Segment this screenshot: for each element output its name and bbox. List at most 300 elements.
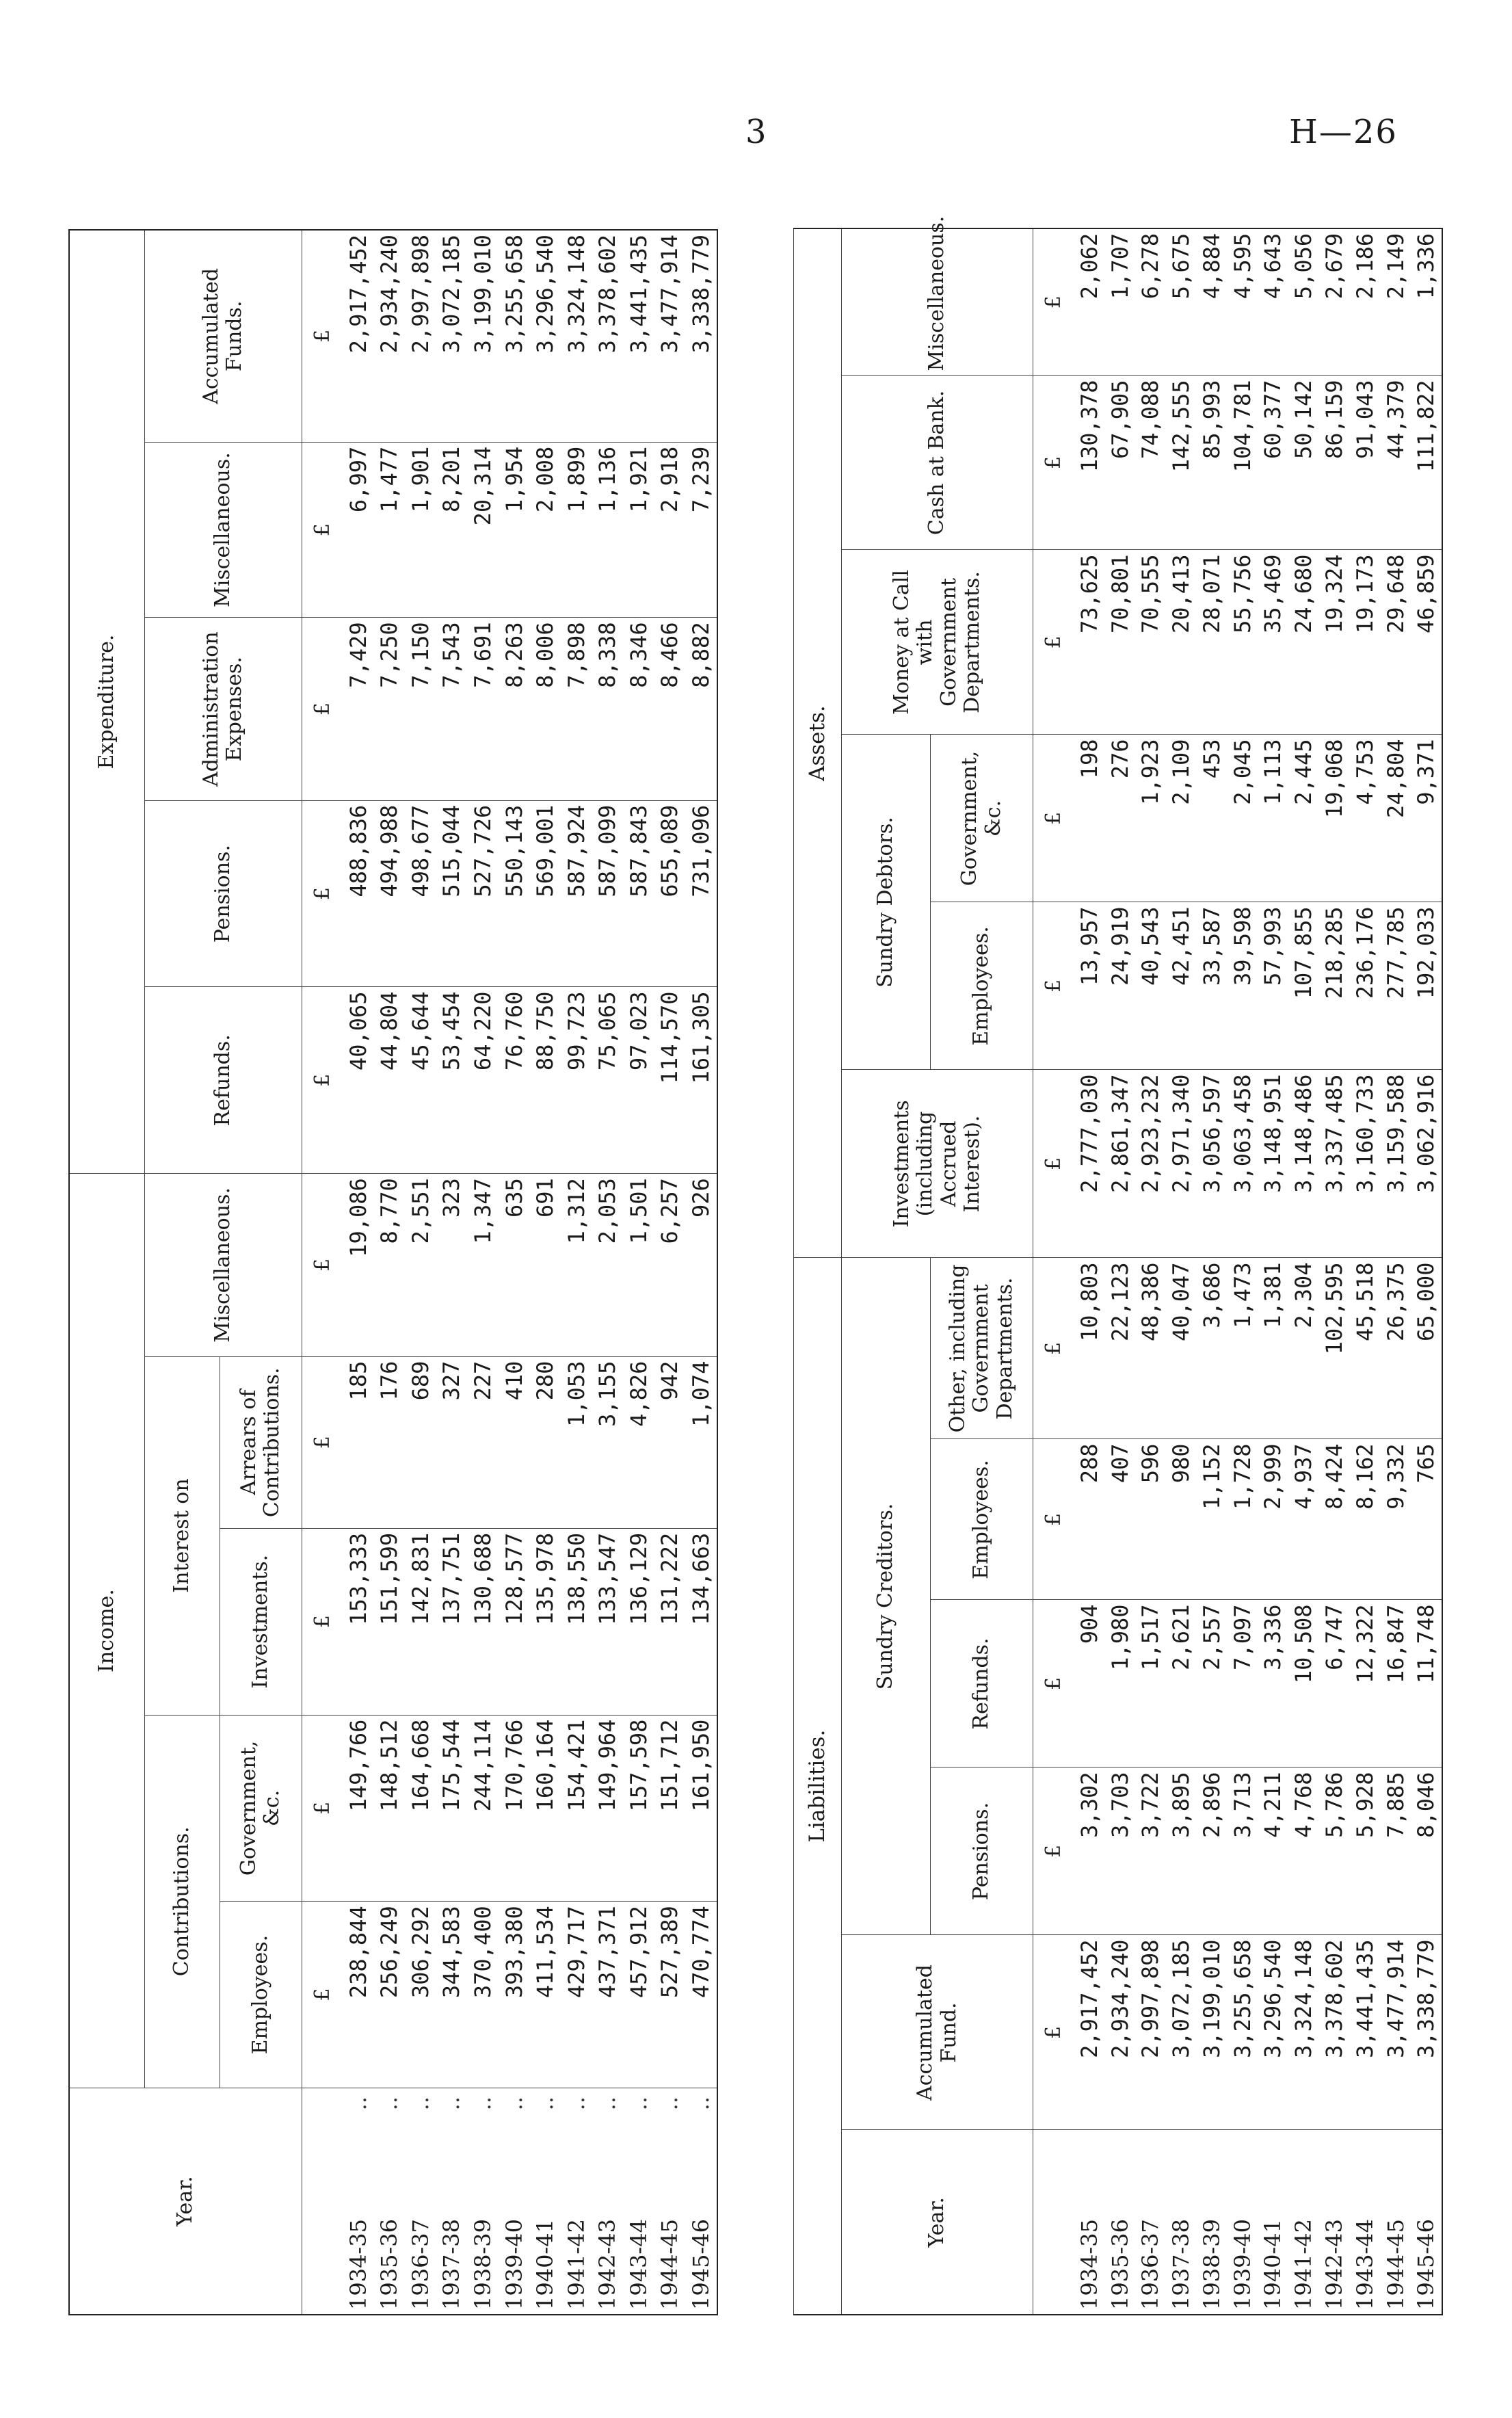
table-row (467, 230, 499, 2315)
year-cell (592, 2088, 624, 2315)
accumulated-cell: 3,441,435 (1349, 1935, 1380, 2130)
pensions-header: Pensions. (144, 800, 302, 987)
money-at-call-header: Money at Call with Government Departments. (842, 550, 1033, 735)
misc-cell: 1,501 (623, 1174, 654, 1356)
government-cell: 161,950 (685, 1715, 717, 1902)
sundry-creditors-header: Sundry Creditors. (842, 1258, 931, 1935)
page-number: 3 (745, 113, 767, 151)
pensions-cell: 3,703 (1104, 1767, 1135, 1935)
table-row (1104, 228, 1135, 2315)
refunds-cell: 16,847 (1380, 1600, 1411, 1767)
debt-government-cell: 2,445 (1288, 735, 1319, 902)
sundry-debtors-header: Sundry Debtors. (842, 735, 931, 1070)
arrears-cell: 1,074 (685, 1356, 717, 1528)
government-cell: 170,766 (499, 1715, 530, 1902)
refunds-cell: 76,760 (499, 987, 530, 1174)
year-cell (374, 2088, 406, 2315)
units-cell-year (1033, 2130, 1074, 2315)
accumulated-cell: 2,917,452 (1074, 1935, 1105, 2130)
admin-header: Administration Expenses. (144, 618, 302, 800)
cash-cell: 104,781 (1227, 376, 1258, 550)
investments-cell: 3,056,597 (1197, 1070, 1228, 1258)
arrears-cell: 280 (529, 1356, 561, 1528)
refunds-cell: 2,621 (1166, 1600, 1197, 1767)
year-header-2: Year. (842, 2130, 1033, 2315)
admin-cell: 8,346 (623, 618, 654, 800)
accumulated-cell: 3,296,540 (529, 230, 561, 442)
employees-header: Employees. (220, 1902, 302, 2088)
misc-cell: 1,312 (561, 1174, 592, 1356)
money-at-call-cell: 19,173 (1349, 550, 1380, 735)
misc-cell: 4,884 (1197, 228, 1228, 376)
table-row (654, 230, 686, 2315)
other-cell: 10,803 (1074, 1258, 1105, 1439)
units-cell: £ (302, 800, 343, 987)
investments-cell: 134,663 (685, 1528, 717, 1715)
debt-government-cell: 9,371 (1411, 735, 1442, 902)
pensions-cell: 3,713 (1227, 1767, 1258, 1935)
refunds-cell: 97,023 (623, 987, 654, 1174)
investments-cell: 2,861,347 (1104, 1070, 1135, 1258)
misc-cell: 323 (436, 1174, 468, 1356)
leader-dots: .. (688, 2096, 715, 2111)
table-row (1380, 228, 1411, 2315)
table-row (1288, 228, 1319, 2315)
investments-cell: 2,923,232 (1135, 1070, 1166, 1258)
pensions-cell: 731,096 (685, 800, 717, 987)
leader-dots: .. (438, 2096, 465, 2111)
other-cell: 48,386 (1135, 1258, 1166, 1439)
investments-cell: 3,159,588 (1380, 1070, 1411, 1258)
refunds-cell: 6,747 (1319, 1600, 1350, 1767)
debt-government-cell: 2,109 (1166, 735, 1197, 902)
table-row (561, 230, 592, 2315)
arrears-cell: 3,155 (592, 1356, 624, 1528)
units-cell: £ (1033, 1070, 1074, 1258)
units-cell: £ (302, 230, 343, 442)
accumulated-cell: 3,072,185 (436, 230, 468, 442)
year-label: 1937-38 (438, 2219, 465, 2310)
misc-cell: 19,086 (343, 1174, 374, 1356)
year-cell (436, 2088, 468, 2315)
exp-misc-cell: 2,008 (529, 442, 561, 618)
admin-cell: 8,006 (529, 618, 561, 800)
units-cell: £ (302, 1528, 343, 1715)
accumulated-cell: 2,917,452 (343, 230, 374, 442)
money-at-call-cell: 28,071 (1197, 550, 1228, 735)
debt-government-cell: 453 (1197, 735, 1228, 902)
year-cell (405, 2088, 436, 2315)
accumulated-cell: 3,199,010 (467, 230, 499, 442)
refunds-cell: 99,723 (561, 987, 592, 1174)
leader-dots: .. (470, 2096, 496, 2111)
misc-cell: 2,149 (1380, 228, 1411, 376)
money-at-call-cell: 70,801 (1104, 550, 1135, 735)
misc-cell: 635 (499, 1174, 530, 1356)
misc-cell: 8,770 (374, 1174, 406, 1356)
refunds-cell: 114,570 (654, 987, 686, 1174)
debt-employees-cell: 218,285 (1319, 902, 1350, 1070)
employees-cell: 407 (1104, 1439, 1135, 1600)
pensions-cell: 3,302 (1074, 1767, 1105, 1935)
admin-cell: 7,898 (561, 618, 592, 800)
employees-cell: 411,534 (529, 1902, 561, 2088)
other-cell: 102,595 (1319, 1258, 1350, 1439)
refunds-cell: 3,336 (1258, 1600, 1288, 1767)
refunds-cell: 53,454 (436, 987, 468, 1174)
cash-cell: 74,088 (1135, 376, 1166, 550)
units-cell: £ (302, 987, 343, 1174)
accumulated-cell: 3,338,779 (1411, 1935, 1442, 2130)
exp-misc-cell: 2,918 (654, 442, 686, 618)
admin-cell: 8,466 (654, 618, 686, 800)
leader-dots: .. (501, 2096, 527, 2111)
units-cell: £ (1033, 550, 1074, 735)
table-row (374, 230, 406, 2315)
year-label: 1944-45 (656, 2219, 683, 2310)
units-cell: £ (1033, 1767, 1074, 1935)
units-row (302, 230, 343, 2315)
money-at-call-cell: 55,756 (1227, 550, 1258, 735)
employees-cell: 9,332 (1380, 1439, 1411, 1600)
other-cell: 65,000 (1411, 1258, 1442, 1439)
government-cell: 149,766 (343, 1715, 374, 1902)
investments-cell: 3,148,486 (1288, 1070, 1319, 1258)
table-row (436, 230, 468, 2315)
money-at-call-cell: 70,555 (1135, 550, 1166, 735)
debt-government-cell: 1,113 (1258, 735, 1288, 902)
pensions-cell: 3,895 (1166, 1767, 1197, 1935)
pensions-cell: 527,726 (467, 800, 499, 987)
employees-cell: 256,249 (374, 1902, 406, 2088)
exp-misc-cell: 7,239 (685, 442, 717, 618)
cash-cell: 130,378 (1074, 376, 1105, 550)
year-cell: 1936-37 (1135, 2130, 1166, 2315)
debt-employees-cell: 39,598 (1227, 902, 1258, 1070)
arrears-cell: 689 (405, 1356, 436, 1528)
year-cell: 1937-38 (1166, 2130, 1197, 2315)
table-row (592, 230, 624, 2315)
investments-cell: 3,337,485 (1319, 1070, 1350, 1258)
other-cell: 26,375 (1380, 1258, 1411, 1439)
exp-misc-cell: 6,997 (343, 442, 374, 618)
creditors-pensions-header: Pensions. (931, 1767, 1033, 1935)
investments-cell: 142,831 (405, 1528, 436, 1715)
table-row (529, 230, 561, 2315)
pensions-cell: 2,896 (1197, 1767, 1228, 1935)
table-row (1074, 228, 1105, 2315)
employees-cell: 4,937 (1288, 1439, 1319, 1600)
debt-employees-cell: 24,919 (1104, 902, 1135, 1070)
accumulated-cell: 3,255,658 (1227, 1935, 1258, 2130)
accumulated-cell: 3,378,602 (592, 230, 624, 442)
pensions-cell: 550,143 (499, 800, 530, 987)
table-row (1135, 228, 1166, 2315)
debt-government-cell: 198 (1074, 735, 1105, 902)
leader-dots: .. (532, 2096, 559, 2111)
government-cell: 175,544 (436, 1715, 468, 1902)
cash-at-bank-header: Cash at Bank. (842, 376, 1033, 550)
debt-government-cell: 276 (1104, 735, 1135, 902)
pensions-cell: 569,001 (529, 800, 561, 987)
creditors-other-header: Other, including Government Departments. (931, 1258, 1033, 1439)
government-cell: 164,668 (405, 1715, 436, 1902)
cash-cell: 111,822 (1411, 376, 1442, 550)
table-row (1258, 228, 1288, 2315)
expenditure-header: Expenditure. (69, 230, 144, 1174)
cash-cell: 67,905 (1104, 376, 1135, 550)
year-cell: 1939-40 (1227, 2130, 1258, 2315)
misc-cell: 4,595 (1227, 228, 1258, 376)
investments-cell: 3,062,916 (1411, 1070, 1442, 1258)
misc-cell: 4,643 (1258, 228, 1288, 376)
misc-cell: 2,062 (1074, 228, 1105, 376)
units-row (1033, 228, 1074, 2315)
refunds-cell: 44,804 (374, 987, 406, 1174)
year-cell: 1935-36 (1104, 2130, 1135, 2315)
pensions-cell: 8,046 (1411, 1767, 1442, 1935)
exp-misc-cell: 1,136 (592, 442, 624, 618)
refunds-cell: 11,748 (1411, 1600, 1442, 1767)
year-label: 1941-42 (563, 2219, 589, 2310)
other-cell: 2,304 (1288, 1258, 1319, 1439)
money-at-call-cell: 20,413 (1166, 550, 1197, 735)
refunds-cell: 904 (1074, 1600, 1105, 1767)
cash-cell: 142,555 (1166, 376, 1197, 550)
contributions-header: Contributions. (144, 1715, 220, 2088)
exp-misc-cell: 20,314 (467, 442, 499, 618)
year-cell: 1945-46 (1411, 2130, 1442, 2315)
table-row (499, 230, 530, 2315)
pensions-cell: 587,099 (592, 800, 624, 987)
debt-employees-cell: 192,033 (1411, 902, 1442, 1070)
table-row (343, 230, 374, 2315)
refunds-cell: 45,644 (405, 987, 436, 1174)
investments-cell: 131,222 (654, 1528, 686, 1715)
year-label: 1938-39 (470, 2219, 496, 2310)
investments-cell: 2,971,340 (1166, 1070, 1197, 1258)
expenditure-misc-header: Miscellaneous. (144, 442, 302, 618)
creditors-refunds-header: Refunds. (931, 1600, 1033, 1767)
refunds-cell: 1,517 (1135, 1600, 1166, 1767)
units-cell: £ (1033, 902, 1074, 1070)
other-cell: 45,518 (1349, 1258, 1380, 1439)
other-cell: 22,123 (1104, 1258, 1135, 1439)
government-cell: 244,114 (467, 1715, 499, 1902)
exp-misc-cell: 1,954 (499, 442, 530, 618)
year-label: 1943-44 (625, 2219, 652, 2310)
other-cell: 40,047 (1166, 1258, 1197, 1439)
assets-misc-header: Miscellaneous. (842, 228, 1033, 376)
year-label: 1934-35 (345, 2219, 371, 2310)
units-cell: £ (302, 1174, 343, 1356)
leader-dots: .. (594, 2096, 621, 2111)
misc-cell: 2,186 (1349, 228, 1380, 376)
units-cell: £ (1033, 228, 1074, 376)
debt-government-cell: 1,923 (1135, 735, 1166, 902)
year-cell: 1942-43 (1319, 2130, 1350, 2315)
creditors-employees-header: Employees. (931, 1439, 1033, 1600)
employees-cell: 8,162 (1349, 1439, 1380, 1600)
investments-cell: 2,777,030 (1074, 1070, 1105, 1258)
accumulated-cell: 3,072,185 (1166, 1935, 1197, 2130)
arrears-cell: 185 (343, 1356, 374, 1528)
employees-cell: 393,380 (499, 1902, 530, 2088)
income-header: Income. (69, 1174, 144, 2088)
other-cell: 1,381 (1258, 1258, 1288, 1439)
money-at-call-cell: 73,625 (1074, 550, 1105, 735)
employees-cell: 288 (1074, 1439, 1105, 1600)
interest-on-header: Interest on (144, 1356, 220, 1715)
arrears-cell: 176 (374, 1356, 406, 1528)
cash-cell: 85,993 (1197, 376, 1228, 550)
admin-cell: 7,429 (343, 618, 374, 800)
year-cell (561, 2088, 592, 2315)
government-cell: 151,712 (654, 1715, 686, 1902)
investments-cell: 138,550 (561, 1528, 592, 1715)
misc-cell: 2,053 (592, 1174, 624, 1356)
pensions-cell: 5,786 (1319, 1767, 1350, 1935)
other-cell: 1,473 (1227, 1258, 1258, 1439)
refunds-cell: 12,322 (1349, 1600, 1380, 1767)
admin-cell: 7,691 (467, 618, 499, 800)
employees-cell: 437,371 (592, 1902, 624, 2088)
exp-misc-cell: 1,899 (561, 442, 592, 618)
accumulated-fund-header: Accumulated Fund. (842, 1935, 1033, 2130)
units-cell: £ (302, 618, 343, 800)
year-cell: 1941-42 (1288, 2130, 1319, 2315)
cash-cell: 86,159 (1319, 376, 1350, 550)
year-cell: 1943-44 (1349, 2130, 1380, 2315)
refunds-cell: 7,097 (1227, 1600, 1258, 1767)
accumulated-cell: 3,255,658 (499, 230, 530, 442)
pensions-cell: 4,768 (1288, 1767, 1319, 1935)
employees-cell: 344,583 (436, 1902, 468, 2088)
admin-cell: 8,338 (592, 618, 624, 800)
year-label: 1945-46 (688, 2219, 715, 2310)
table-row (623, 230, 654, 2315)
income-expenditure-table (68, 229, 718, 2315)
money-at-call-cell: 29,648 (1380, 550, 1411, 735)
investments-cell: 151,599 (374, 1528, 406, 1715)
pensions-cell: 587,924 (561, 800, 592, 987)
units-cell: £ (1033, 1439, 1074, 1600)
exp-misc-cell: 1,477 (374, 442, 406, 618)
misc-cell: 6,257 (654, 1174, 686, 1356)
pensions-cell: 587,843 (623, 800, 654, 987)
employees-cell: 306,292 (405, 1902, 436, 2088)
debt-employees-cell: 277,785 (1380, 902, 1411, 1070)
investments-cell: 133,547 (592, 1528, 624, 1715)
investments-cell: 137,751 (436, 1528, 468, 1715)
accumulated-cell: 3,324,148 (561, 230, 592, 442)
accumulated-cell: 3,378,602 (1319, 1935, 1350, 2130)
arrears-cell: 327 (436, 1356, 468, 1528)
accumulated-cell: 3,477,914 (654, 230, 686, 442)
cash-cell: 60,377 (1258, 376, 1288, 550)
leader-dots: .. (407, 2096, 434, 2111)
accumulated-cell: 3,296,540 (1258, 1935, 1288, 2130)
misc-cell: 6,278 (1135, 228, 1166, 376)
misc-cell: 691 (529, 1174, 561, 1356)
employees-cell: 470,774 (685, 1902, 717, 2088)
admin-cell: 8,882 (685, 618, 717, 800)
pensions-cell: 488,836 (343, 800, 374, 987)
investments-cell: 136,129 (623, 1528, 654, 1715)
leader-dots: .. (376, 2096, 403, 2111)
units-cell: £ (302, 1715, 343, 1902)
money-at-call-cell: 35,469 (1258, 550, 1288, 735)
investments-cell: 3,160,733 (1349, 1070, 1380, 1258)
employees-cell: 765 (1411, 1439, 1442, 1600)
debt-government-cell: 24,804 (1380, 735, 1411, 902)
other-cell: 3,686 (1197, 1258, 1228, 1439)
debt-government-cell: 2,045 (1227, 735, 1258, 902)
accumulated-cell: 2,934,240 (374, 230, 406, 442)
employees-cell: 429,717 (561, 1902, 592, 2088)
investments-accrued-header: Investments (including Accrued Interest). (842, 1070, 1033, 1258)
leader-dots: .. (656, 2096, 683, 2111)
document-code: H—26 (1289, 113, 1398, 151)
investments-cell: 3,148,951 (1258, 1070, 1288, 1258)
refunds-cell: 64,220 (467, 987, 499, 1174)
exp-misc-cell: 1,921 (623, 442, 654, 618)
table-row (1227, 228, 1258, 2315)
investments-cell: 153,333 (343, 1528, 374, 1715)
year-cell: 1938-39 (1197, 2130, 1228, 2315)
year-label: 1939-40 (501, 2219, 527, 2310)
year-label: 1940-41 (532, 2219, 559, 2310)
table-row (1411, 228, 1442, 2315)
refunds-header: Refunds. (144, 987, 302, 1174)
leader-dots: .. (563, 2096, 589, 2111)
government-cell: 160,164 (529, 1715, 561, 1902)
money-at-call-cell: 46,859 (1411, 550, 1442, 735)
debt-employees-cell: 236,176 (1349, 902, 1380, 1070)
units-cell: £ (1033, 1935, 1074, 2130)
debt-government-cell: 4,753 (1349, 735, 1380, 902)
employees-cell: 1,152 (1197, 1439, 1228, 1600)
money-at-call-cell: 19,324 (1319, 550, 1350, 735)
admin-cell: 8,263 (499, 618, 530, 800)
year-label: 1936-37 (407, 2219, 434, 2310)
refunds-cell: 2,557 (1197, 1600, 1228, 1767)
arrears-cell: 410 (499, 1356, 530, 1528)
debtors-government-header: Government, &c. (931, 735, 1033, 902)
debt-employees-cell: 42,451 (1166, 902, 1197, 1070)
debt-employees-cell: 33,587 (1197, 902, 1228, 1070)
accumulated-cell: 2,997,898 (405, 230, 436, 442)
money-at-call-cell: 24,680 (1288, 550, 1319, 735)
table-row (685, 230, 717, 2315)
investments-header: Investments. (220, 1528, 302, 1715)
cash-cell: 50,142 (1288, 376, 1319, 550)
misc-cell: 1,347 (467, 1174, 499, 1356)
employees-cell: 2,999 (1258, 1439, 1288, 1600)
pensions-cell: 4,211 (1258, 1767, 1288, 1935)
accumulated-cell: 2,934,240 (1104, 1935, 1135, 2130)
year-cell: 1944-45 (1380, 2130, 1411, 2315)
table-row (1349, 228, 1380, 2315)
investments-cell: 128,577 (499, 1528, 530, 1715)
misc-cell: 5,675 (1166, 228, 1197, 376)
pensions-cell: 494,988 (374, 800, 406, 987)
government-cell: 157,598 (623, 1715, 654, 1902)
government-header: Government, &c. (220, 1715, 302, 1902)
debt-government-cell: 19,068 (1319, 735, 1350, 902)
cash-cell: 91,043 (1349, 376, 1380, 550)
arrears-cell: 227 (467, 1356, 499, 1528)
